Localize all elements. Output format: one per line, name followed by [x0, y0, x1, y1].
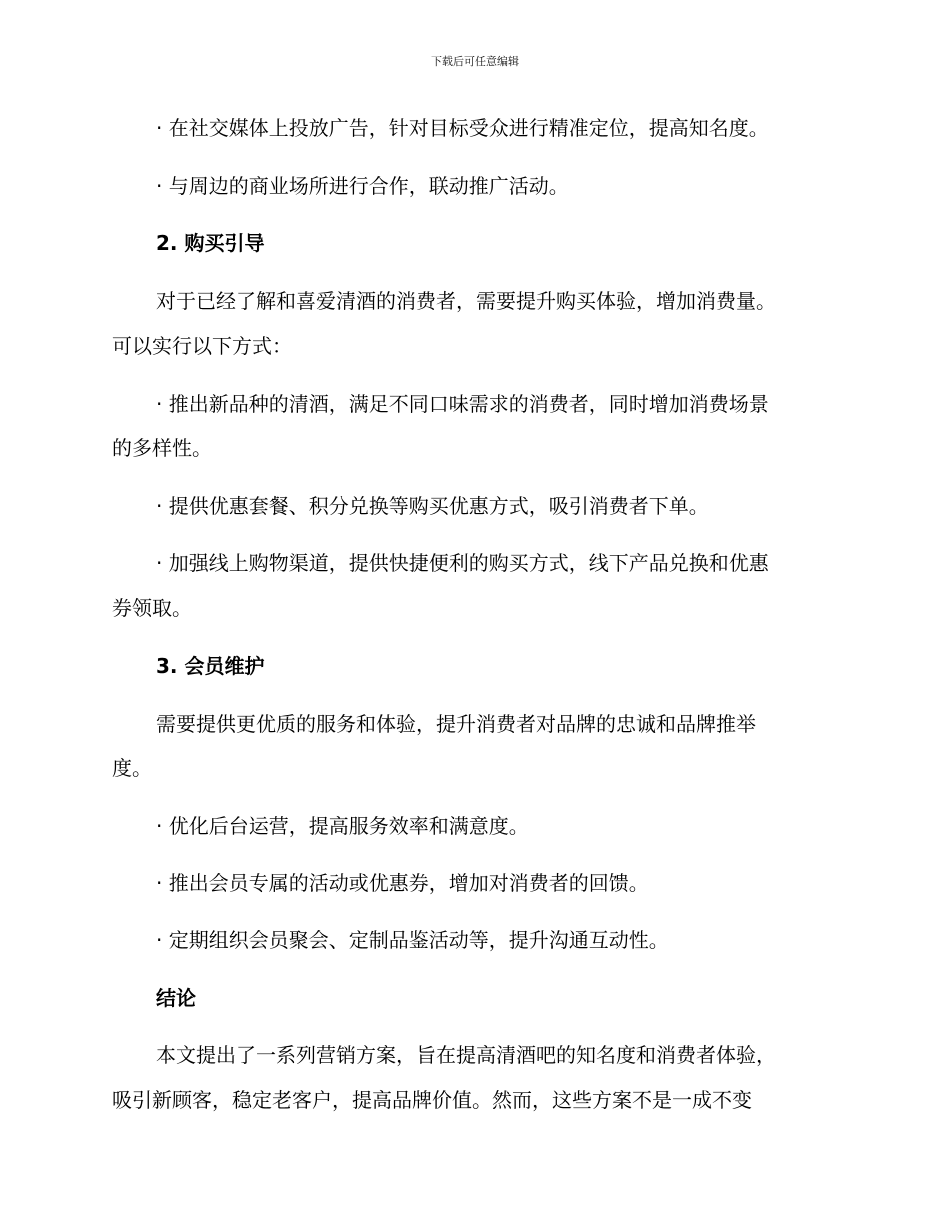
section-heading-member-maintenance: 3. 会员维护: [156, 654, 265, 678]
purchase-bullet-3-line-2: 券领取。: [112, 596, 192, 620]
member-bullet-1: · 优化后台运营，提高服务效率和满意度。: [156, 814, 529, 838]
section-heading-conclusion: 结论: [156, 986, 196, 1010]
conclusion-line-1: 本文提出了一系列营销方案，旨在提高清酒吧的知名度和消费者体验，: [156, 1043, 776, 1067]
bullet-local-partnership: · 与周边的商业场所进行合作，联动推广活动。: [156, 174, 569, 198]
member-bullet-3: · 定期组织会员聚会、定制品鉴活动等，提升沟通互动性。: [156, 928, 669, 952]
purchase-bullet-1-line-1: · 推出新品种的清酒，满足不同口味需求的消费者，同时增加消费场景: [156, 392, 769, 416]
purchase-bullet-2: · 提供优惠套餐、积分兑换等购买优惠方式，吸引消费者下单。: [156, 494, 709, 518]
member-intro-line-1: 需要提供更优质的服务和体验，提升消费者对品牌的忠诚和品牌推举: [156, 712, 756, 736]
purchase-bullet-3-line-1: · 加强线上购物渠道，提供快捷便利的购买方式，线下产品兑换和优惠: [156, 551, 769, 575]
section-heading-purchase-guidance: 2. 购买引导: [156, 231, 265, 255]
purchase-intro-line-1: 对于已经了解和喜爱清酒的消费者，需要提升购买体验，增加消费量。: [156, 289, 776, 313]
bullet-social-media-ads: · 在社交媒体上投放广告，针对目标受众进行精准定位，提高知名度。: [156, 116, 769, 140]
purchase-bullet-1-line-2: 的多样性。: [112, 436, 212, 460]
purchase-intro-line-2: 可以实行以下方式：: [112, 334, 292, 358]
page-header-note: 下载后可任意编辑: [431, 55, 519, 68]
conclusion-line-2: 吸引新顾客，稳定老客户，提高品牌价值。然而，这些方案不是一成不变: [112, 1088, 752, 1112]
member-intro-line-2: 度。: [112, 756, 152, 780]
member-bullet-2: · 推出会员专属的活动或优惠券，增加对消费者的回馈。: [156, 871, 649, 895]
